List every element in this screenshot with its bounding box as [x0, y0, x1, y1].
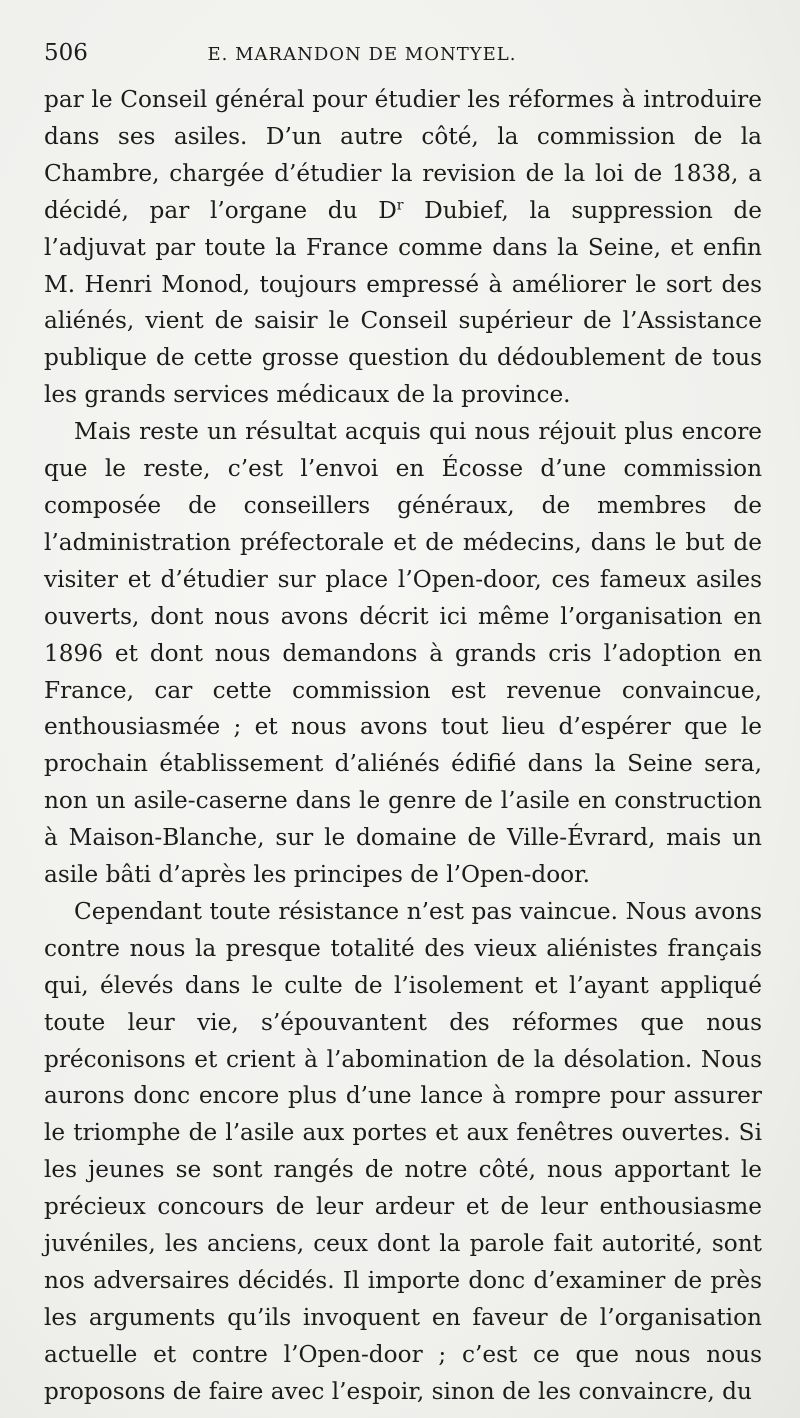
paragraph-3: Cependant toute résistance n’est pas vaincue. Nous avons contre nous la presque totalité des vieux aliénistes français qui, élevés dans le culte de l’isolement et l’ayant appliqué toute leur vie, s’épouvantent des réformes que nous préconisons et crient à l’abomination de la désolation. Nous aurons donc encore plus d’une lance à rompre pour assurer le triomphe de l’asile aux portes et aux fenêtres ouvertes. Si les jeunes se sont rangés de notre côté, nous apportant le précieux concours de leur ardeur et de leur enthousiasme juvéniles, les anciens, ceux dont la parole fait autorité, sont nos adversaires décidés. Il importe donc d’examiner de près les arguments qu’ils invoquent en faveur de l’organisation actuelle et contre l’Open-door ; c’est ce que nous nous proposons de faire avec l’espoir, sinon de les convaincre, du: [44, 897, 762, 1405]
running-head: [44, 40, 760, 82]
running-title: E. MARANDON DE MONTYEL.: [207, 44, 517, 65]
body-text: [44, 82, 762, 1411]
paragraph-1-text-a: par le Conseil général pour étudier les réformes à introduire dans ses asiles. D’un autre côté, la commission de la Chambre, chargée d’étudier la revision de la loi de 1838, a décidé, par l’organe du D: [44, 86, 762, 224]
paragraph-1-text-b: Dubief, la suppression de l’adjuvat par toute la France comme dans la Seine, et enfin M. Henri Monod, toujours empressé à améliorer le sort des aliénés, vient de saisir le Conseil supérieur de l’Assistance publique de cette grosse question du dédoublement de tous les grands services médicaux de la province.: [44, 196, 762, 409]
page-number: 506: [44, 40, 88, 66]
paragraph-2: Mais reste un résultat acquis qui nous réjouit plus encore que le reste, c’est l’envoi en Écosse d’une commission composée de conseillers généraux, de membres de l’administration préfectorale et de médecins, dans le but de visiter et d’étudier sur place l’Open-door, ces fameux asiles ouverts, dont nous avons décrit ici même l’organisation en 1896 et dont nous demandons à grands cris l’adoption en France, car cette commission est revenue convaincue, enthousiasmée ; et nous avons tout lieu d’espérer que le prochain établissement d’aliénés édifié dans la Seine sera, non un asile-caserne dans le genre de l’asile en construction à Maison-Blanche, sur le domaine de Ville-Évrard, mais un asile bâti d’après les principes de l’Open-door.: [44, 418, 762, 889]
superscript-r: r: [396, 196, 404, 213]
paragraph-1: [44, 82, 762, 414]
